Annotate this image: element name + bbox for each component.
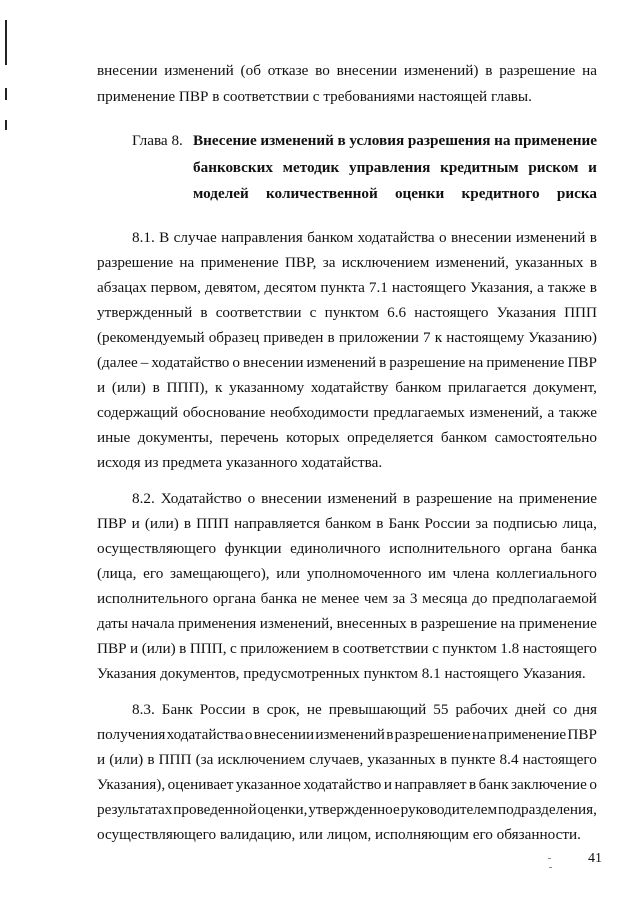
word: перечень [220, 429, 279, 446]
word: изменений, [435, 254, 509, 271]
word: банковских [193, 159, 273, 176]
word: предполагаемой [492, 590, 597, 607]
word: ходатайство [151, 354, 230, 371]
word: разрешение [394, 726, 471, 743]
word: риска [556, 185, 597, 202]
word: приложением [240, 640, 329, 657]
chapter-title-line [193, 181, 597, 206]
word: исполнительного [389, 540, 501, 557]
binding-mark [5, 31, 7, 65]
word: изменений) [403, 62, 479, 79]
word: и [588, 159, 597, 176]
text-line: осуществляющего валидацию, или лицом, исполняющим его обязанности. [97, 826, 581, 843]
word: образец [208, 329, 260, 346]
word: его [143, 565, 164, 582]
word: дня [574, 701, 597, 718]
word: в [485, 62, 493, 79]
word: указанное [235, 776, 301, 793]
text-line: Указания документов, предусмотренных пунктом 8.1 настоящего Указания. [97, 665, 586, 682]
page-number: 41 [588, 851, 602, 866]
word: количественной [266, 185, 378, 202]
justified-line [97, 511, 597, 536]
justified-line [97, 772, 597, 797]
word: органа [508, 540, 552, 557]
word: исключением [217, 751, 306, 768]
word: ППП), [166, 379, 209, 396]
justified-line [97, 586, 597, 611]
word: изменений [164, 62, 234, 79]
word: 1.8 [500, 640, 520, 657]
word: 8.1. [132, 229, 155, 246]
word: и [383, 776, 392, 793]
word: разрешение [499, 62, 576, 79]
word: срок, [266, 701, 300, 718]
word: ходатайства [166, 726, 244, 743]
word: в [589, 229, 597, 246]
word: на [500, 615, 516, 632]
word: ходатайства [357, 229, 435, 246]
word: (или) [111, 379, 146, 396]
justified-line [97, 747, 597, 772]
word: документ, [533, 379, 597, 396]
word: моделей [193, 185, 249, 202]
word: банком [395, 379, 442, 396]
word: ПВР [567, 726, 597, 743]
word: ППП, [189, 640, 227, 657]
word: прилагается [448, 379, 527, 396]
word: 8.3. [132, 701, 155, 718]
word: за [322, 254, 336, 271]
word: в [147, 751, 155, 768]
word: осуществляющего [97, 540, 217, 557]
word: в [327, 329, 335, 346]
word: применение [518, 490, 597, 507]
binding-mark [5, 88, 7, 100]
word: внесении [451, 229, 512, 246]
word: банком [325, 515, 372, 532]
word: менее [321, 590, 360, 607]
justified-line [97, 425, 597, 450]
word: дней [515, 701, 546, 718]
word: разрешение [389, 354, 466, 371]
word: применение [518, 615, 597, 632]
word: разрешение [416, 490, 493, 507]
justified-line [97, 58, 597, 83]
word: настоящего [414, 304, 489, 321]
word: настоящему [446, 329, 525, 346]
word: с [309, 304, 317, 321]
word: настоящего [522, 751, 597, 768]
word: пункте [451, 751, 496, 768]
word: кредитным [440, 159, 519, 176]
word: Указания [496, 304, 556, 321]
justified-line [97, 375, 597, 400]
word: необходимости [270, 404, 369, 421]
word: исключением [341, 254, 430, 271]
word: с [230, 640, 237, 657]
word: ППП [564, 304, 597, 321]
word: внесении [253, 726, 315, 743]
word: коллегиального [496, 565, 597, 582]
word: о [439, 229, 447, 246]
word: руководителем [400, 801, 498, 818]
word: внесении [97, 62, 158, 79]
word: в [589, 254, 597, 271]
word: на [494, 132, 511, 149]
word: исполнительного [97, 590, 209, 607]
word: 3 [409, 590, 418, 607]
justified-line [97, 722, 597, 747]
word: (рекомендуемый [97, 329, 205, 346]
word: изменений [306, 354, 377, 371]
word: на [468, 354, 484, 371]
word: органа [212, 590, 256, 607]
word: применение [200, 254, 279, 271]
justified-line [97, 350, 597, 375]
word: условия [349, 132, 405, 149]
word: не [306, 701, 322, 718]
word: члена [452, 565, 490, 582]
word: определяется [347, 429, 434, 446]
word: документы, [137, 429, 213, 446]
word: применение [488, 726, 567, 743]
word: изменений [515, 229, 586, 246]
word: о [247, 490, 256, 507]
word: 7 [422, 329, 431, 346]
word: Банк [161, 701, 193, 718]
word: (или) [109, 751, 144, 768]
word: 8.2. [132, 490, 155, 507]
chapter-title-line [193, 155, 597, 180]
justified-line [97, 797, 597, 822]
word: оценивает [167, 776, 234, 793]
word: методик [282, 159, 340, 176]
word: кредитного [461, 185, 540, 202]
text-line: исходя из предмета указанного ходатайства. [97, 454, 383, 471]
word: случаев, [309, 751, 364, 768]
word: о [232, 354, 240, 371]
word: в [337, 132, 346, 149]
word: указанных [515, 254, 584, 271]
word: о [244, 726, 253, 743]
word: оценки, [257, 801, 308, 818]
word: отказе [267, 62, 309, 79]
word: подразделения, [498, 801, 597, 818]
word: изменений, [469, 404, 543, 421]
scan-speck [548, 858, 551, 859]
justified-line [132, 225, 597, 250]
justified-line [97, 536, 597, 561]
word: замещающего), [170, 565, 270, 582]
word: в [589, 279, 597, 296]
justified-line [97, 325, 597, 350]
word: указанному [229, 379, 305, 396]
word: внесении [243, 354, 304, 371]
word: единоличного [290, 540, 381, 557]
word: содержащий [97, 404, 179, 421]
word: ППП [196, 515, 229, 532]
word: десятом [264, 279, 317, 296]
justified-line [132, 486, 597, 511]
word: а [537, 279, 544, 296]
word: изменений [315, 726, 385, 743]
word: (далее [97, 354, 138, 371]
word: в [402, 490, 411, 507]
word: о [589, 776, 597, 793]
word: а [547, 404, 555, 421]
word: им [428, 565, 446, 582]
word: к [215, 379, 223, 396]
word: России [199, 701, 246, 718]
word: внесении [336, 62, 398, 79]
word: проведенной [173, 801, 257, 818]
word: применение [514, 132, 597, 149]
word: в [183, 515, 191, 532]
justified-line [97, 300, 597, 325]
word: (об [240, 62, 261, 79]
word: ППП [158, 751, 192, 768]
word: предлагаемых [373, 404, 465, 421]
word: 55 [433, 701, 449, 718]
word: оценки [394, 185, 445, 202]
word: в [376, 515, 384, 532]
word: утвержденное [308, 801, 400, 818]
binding-mark [5, 120, 7, 130]
word: превышающий [328, 701, 427, 718]
word: России [424, 515, 471, 532]
word: к [434, 329, 443, 346]
word: с [432, 640, 439, 657]
word: ПВР [567, 354, 597, 371]
word: 6.6 [387, 304, 407, 321]
word: лица, [562, 515, 597, 532]
word: (за [195, 751, 214, 768]
word: Указания, [470, 279, 534, 296]
word: в [439, 751, 447, 768]
word: не [301, 590, 317, 607]
word: указанных [367, 751, 436, 768]
word: в [252, 701, 260, 718]
word: за [392, 590, 406, 607]
word: 8.4 [499, 751, 519, 768]
word: абзацах [97, 279, 147, 296]
justified-line [97, 561, 597, 586]
word: Банк [388, 515, 420, 532]
justified-line [97, 275, 597, 300]
word: настоящего [522, 640, 597, 657]
word: пунктом [324, 304, 379, 321]
word: банк [478, 776, 509, 793]
word: во [315, 62, 330, 79]
word: получения [97, 726, 166, 743]
word: в [468, 776, 477, 793]
word: разрешения [407, 132, 491, 149]
word: заключение [511, 776, 587, 793]
justified-line [97, 636, 597, 661]
word: Указанию) [528, 329, 597, 346]
word: в [200, 304, 208, 321]
chapter-title-line [193, 128, 597, 153]
word: самостоятельно [494, 429, 597, 446]
word: В [159, 229, 170, 246]
word: банка [260, 590, 298, 607]
word: разрешение [420, 615, 497, 632]
word: применения [177, 615, 257, 632]
word: (лица, [97, 565, 137, 582]
word: месяца [422, 590, 468, 607]
word: в [179, 640, 187, 657]
word: разрешение [97, 254, 174, 271]
word: девятом, [204, 279, 261, 296]
word: случае [173, 229, 217, 246]
word: ходатайству [310, 379, 389, 396]
word: и [130, 640, 139, 657]
word: в [410, 615, 418, 632]
word: направления [221, 229, 303, 246]
word: управления [349, 159, 431, 176]
word: также [547, 279, 586, 296]
word: банка [560, 540, 597, 557]
justified-line [97, 250, 597, 275]
word: которых [286, 429, 340, 446]
word: изменений [260, 132, 334, 149]
word: ПВР [97, 515, 127, 532]
word: первом, [150, 279, 201, 296]
word: Указания), [97, 776, 166, 793]
scan-speck [549, 867, 552, 868]
justified-line [97, 611, 597, 636]
justified-line [132, 697, 597, 722]
word: до [472, 590, 488, 607]
word: в [379, 354, 387, 371]
word: 7.1 [368, 279, 388, 296]
word: ходатайство [303, 776, 382, 793]
word: на [498, 490, 513, 507]
word: и [97, 379, 106, 396]
word: изменений, [259, 615, 334, 632]
word: на [179, 254, 195, 271]
word: настоящего [391, 279, 467, 296]
word: риском [528, 159, 579, 176]
word: пункта [320, 279, 365, 296]
word: обоснование [182, 404, 266, 421]
word: в [152, 379, 160, 396]
word: соответствии [342, 640, 429, 657]
word: функции [224, 540, 282, 557]
word: со [552, 701, 568, 718]
word: в [332, 640, 340, 657]
word: утвержденный [97, 304, 193, 321]
word: даты [97, 615, 128, 632]
word: внесении [261, 490, 322, 507]
word: пунктом [442, 640, 497, 657]
text-line: применение ПВР в соответствии с требованиями настоящей главы. [97, 88, 532, 105]
word: в [386, 726, 394, 743]
word: и [131, 515, 140, 532]
word: ПВР [97, 640, 127, 657]
word: направляется [234, 515, 320, 532]
word: и [97, 751, 106, 768]
word: (или) [141, 640, 176, 657]
word: результатах [97, 801, 173, 818]
word: на [582, 62, 597, 79]
word: соответствии [215, 304, 302, 321]
word: уполномоченного [306, 565, 422, 582]
word: внесенных [336, 615, 407, 632]
word: банком [307, 229, 354, 246]
word: банком [440, 429, 488, 446]
word: ПВР, [284, 254, 317, 271]
word: Внесение [193, 132, 257, 149]
word: приведен [263, 329, 324, 346]
chapter-prefix: Глава 8. [132, 132, 183, 149]
word: направляет [394, 776, 467, 793]
word: иные [97, 429, 131, 446]
word: приложении [338, 329, 419, 346]
word: или [276, 565, 301, 582]
word: изменений [327, 490, 398, 507]
word: применение [486, 354, 565, 371]
word: также [558, 404, 597, 421]
word: начала [131, 615, 175, 632]
word: чем [363, 590, 388, 607]
word: Ходатайство [160, 490, 242, 507]
word: за [475, 515, 489, 532]
word: рабочих [455, 701, 509, 718]
justified-line [97, 400, 597, 425]
word: – [140, 354, 149, 371]
word: на [471, 726, 487, 743]
word: подписью [493, 515, 558, 532]
word: (или) [144, 515, 179, 532]
